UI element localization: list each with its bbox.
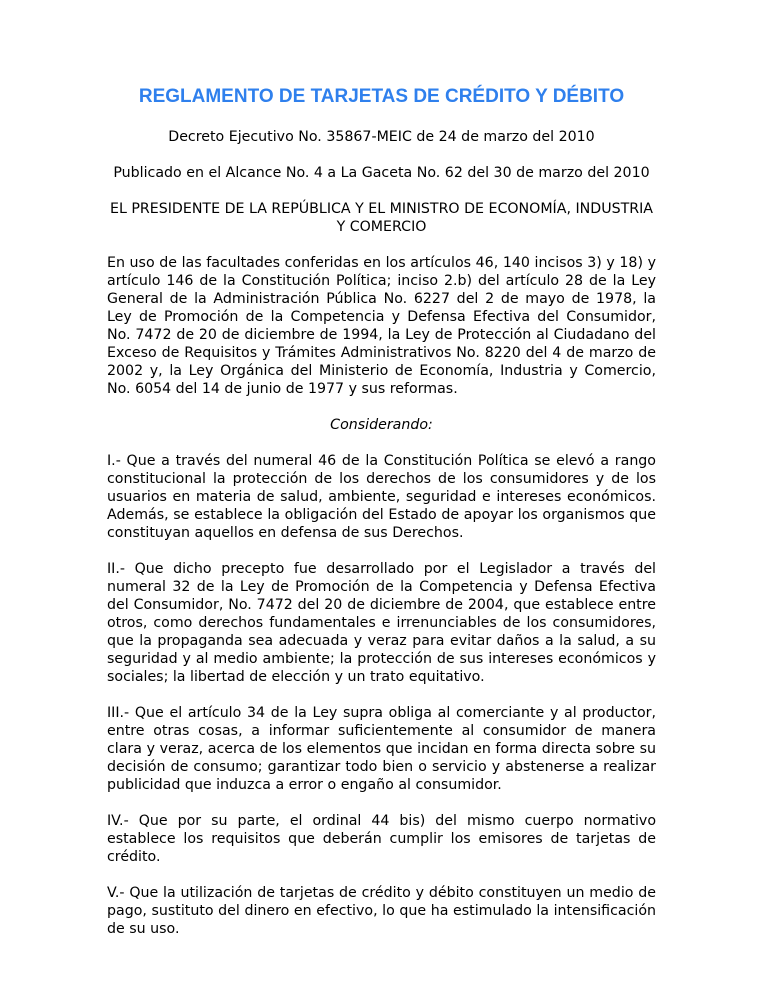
considerando-paragraph-5: V.- Que la utilización de tarjetas de crédito y débito constituyen un medio de pago, sustituto del dinero en efectivo, lo que ha estimulado la intensificación de su uso. bbox=[107, 885, 656, 937]
considerando-paragraph-3: III.- Que el artículo 34 de la Ley supra obliga al comerciante y al productor, entre otras cosas, a informar suficientemente al consumidor de manera clara y veraz, acerca de los elementos que incidan en forma directa sobre su decisión de consumo; garantizar todo bien o servicio y abstenerse a realizar publicidad que induzca a error o engaño al consumidor. bbox=[107, 705, 656, 793]
considerando-heading: Considerando: bbox=[330, 417, 433, 433]
document-title: REGLAMENTO DE TARJETAS DE CRÉDITO Y DÉBITO bbox=[138, 86, 625, 107]
preamble-paragraph: En uso de las facultades conferidas en los artículos 46, 140 incisos 3) y 18) y artículo 146 de la Constitución Política; inciso 2.b) del artículo 28 de la Ley General de la Administración Pública No. 6227 del 2 de mayo de 1978, la Ley de Promoción de la Competencia y Defensa Efectiva del Consumidor, No. 7472 de 20 de diciembre de 1994, la Ley de Protección al Ciudadano del Exceso de Requisitos y Trámites Administrativos No. 8220 del 4 de marzo de 2002 y, la Ley Orgánica del Ministerio de Economía, Industria y Comercio, No. 6054 del 14 de junio de 1977 y sus reformas. bbox=[107, 255, 656, 397]
decree-line: Decreto Ejecutivo No. 35867-MEIC de 24 de marzo del 2010 bbox=[168, 129, 595, 145]
considerando-paragraph-4: IV.- Que por su parte, el ordinal 44 bis) del mismo cuerpo normativo establece los requisitos que deberán cumplir los emisores de tarjetas de crédito. bbox=[107, 813, 656, 865]
considerando-paragraph-2: II.- Que dicho precepto fue desarrollado por el Legislador a través del numeral 32 de la Ley de Promoción de la Competencia y Defensa Efectiva del Consumidor, No. 7472 del 20 de diciembre de 2004, que establece entre otros, como derechos fundamentales e irrenunciables de los consumidores, que la propaganda sea adecuada y veraz para evitar daños a la salud, a su seguridad y al medio ambiente; la protección de sus intereses económicos y sociales; la libertad de elección y un trato equitativo. bbox=[107, 561, 656, 685]
considerando-paragraph-1: I.- Que a través del numeral 46 de la Constitución Política se elevó a rango constitucional la protección de los derechos de los consumidores y de los usuarios en materia de salud, ambiente, seguridad e intereses económicos. Además, se establece la obligación del Estado de apoyar los organismos que constituyan aquellos en defensa de sus Derechos. bbox=[107, 453, 656, 541]
publication-line: Publicado en el Alcance No. 4 a La Gaceta No. 62 del 30 de marzo del 2010 bbox=[113, 165, 650, 181]
authority-heading: EL PRESIDENTE DE LA REPÚBLICA Y EL MINISTRO DE ECONOMÍA, INDUSTRIA Y COMERCIO bbox=[109, 201, 653, 235]
